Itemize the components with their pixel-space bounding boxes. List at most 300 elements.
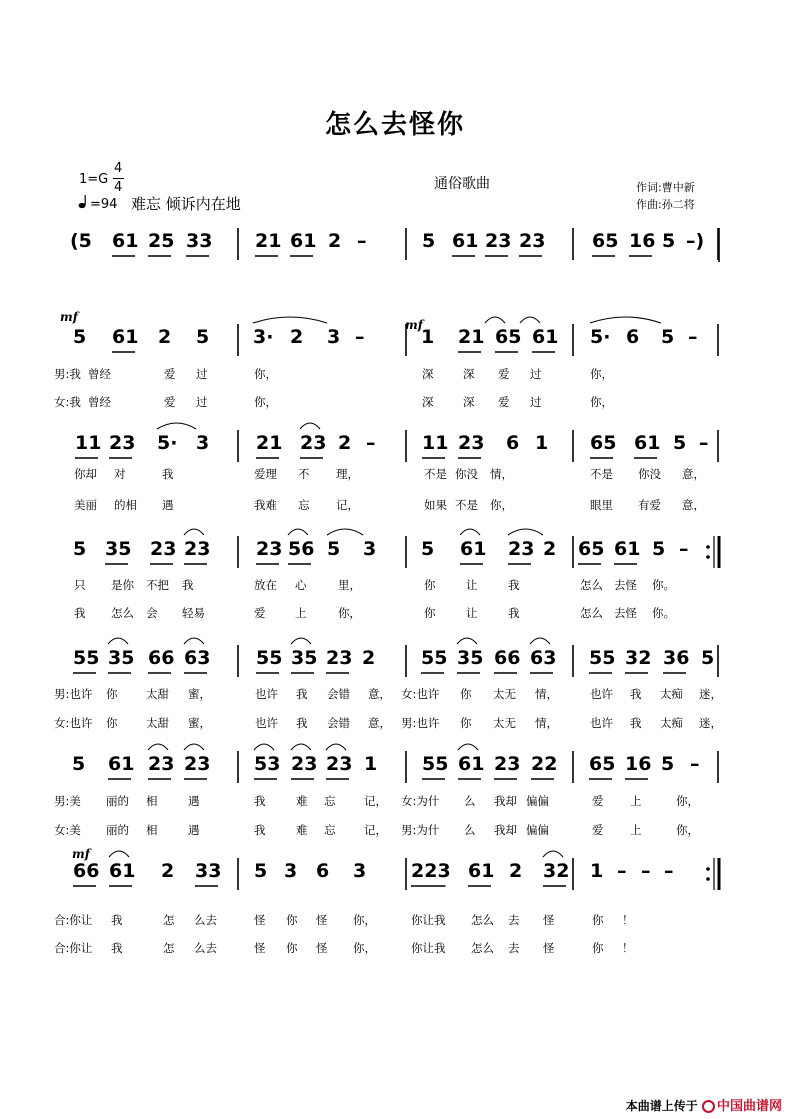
lyric-3-1-10: 不是 <box>590 467 613 481</box>
note-7-11: 2 <box>509 860 523 882</box>
note-7-3: 2 <box>161 860 175 882</box>
lyric-7-1-9: 你让我 <box>411 913 446 927</box>
note-3-1: 11 <box>75 432 102 454</box>
lyric-4-1-8: 你 <box>424 578 436 592</box>
slur-11 <box>508 529 543 535</box>
slur-7 <box>184 529 204 535</box>
dynamic-mf-2: mf <box>405 318 423 332</box>
lyric-3-1-1: 你却 <box>74 467 97 481</box>
note-5-6: 35 <box>291 647 318 669</box>
lyric-4-1-12: 去怪 <box>614 578 637 592</box>
note-4-15: 5 <box>652 538 666 560</box>
lyric-5-2-2: 你 <box>106 716 118 730</box>
lyric-7-1-2: 我 <box>111 913 123 927</box>
note-1-5: 21 <box>255 230 282 252</box>
lyric-2-1-10: 你， <box>590 367 613 381</box>
lyric-7-2-9: 你让我 <box>411 941 446 955</box>
lyric-5-1-5: 也许 <box>255 687 278 701</box>
lyric-5-2-14: 我 <box>630 716 642 730</box>
note-2-16: – <box>688 326 698 348</box>
note-4-16: – <box>679 538 689 560</box>
note-7-5: 5 <box>254 860 268 882</box>
lyric-6-1-3: 相 <box>146 794 158 808</box>
lyric-5-1-13: 也许 <box>590 687 613 701</box>
note-3-16: – <box>699 432 709 454</box>
note-5-13: 55 <box>589 647 616 669</box>
lyric-6-2-7: 忘 <box>324 823 336 837</box>
note-7-6: 3 <box>284 860 298 882</box>
lyric-2-1-6: 深 <box>422 367 434 381</box>
note-2-1: 5 <box>73 326 87 348</box>
note-3-7: 2 <box>338 432 352 454</box>
note-5-1: 55 <box>73 647 100 669</box>
lyric-4-1-4: 我 <box>182 578 194 592</box>
tempo-marking: =94 <box>90 197 118 212</box>
note-6-10: 61 <box>458 753 485 775</box>
lyric-5-2-9: 男:也许 <box>401 716 440 730</box>
note-4-13: 65 <box>578 538 605 560</box>
lyric-2-2-9: 过 <box>530 395 542 409</box>
lyric-6-1-4: 遇 <box>188 794 200 808</box>
lyric-3-1-12: 意， <box>682 467 705 481</box>
note-7-1: 66 <box>73 860 100 882</box>
lyric-3-1-9: 情， <box>490 467 513 481</box>
lyric-5-2-3: 太甜 <box>146 716 169 730</box>
note-5-2: 35 <box>108 647 135 669</box>
note-6-15: 5 <box>661 753 675 775</box>
lyric-7-2-1: 合:你让 <box>54 941 93 955</box>
lyric-4-2-7: 你， <box>338 606 361 620</box>
lyric-4-1-3: 不把 <box>146 578 169 592</box>
note-2-9: 1 <box>421 326 435 348</box>
lyric-7-2-3: 怎 <box>163 941 175 955</box>
lyric-6-2-6: 难 <box>296 823 308 837</box>
lyric-4-1-6: 心 <box>295 578 307 592</box>
genre-label: 通俗歌曲 <box>434 176 490 192</box>
lyric-6-2-3: 相 <box>146 823 158 837</box>
note-2-15: 5 <box>661 326 675 348</box>
lyric-6-1-15: 你， <box>676 794 699 808</box>
lyric-5-1-9: 女:也许 <box>401 687 440 701</box>
lyric-6-2-10: 么 <box>464 823 476 837</box>
note-5-11: 66 <box>494 647 521 669</box>
slur-14 <box>291 638 311 644</box>
lyric-5-1-14: 我 <box>630 687 642 701</box>
note-4-2: 35 <box>105 538 132 560</box>
lyric-7-1-12: 怪 <box>543 913 555 927</box>
lyric-7-1-3: 怎 <box>163 913 175 927</box>
slur-18 <box>184 744 204 750</box>
note-6-8: 1 <box>364 753 378 775</box>
lyric-3-1-2: 对 <box>114 467 126 481</box>
note-5-5: 55 <box>256 647 283 669</box>
slur-24 <box>543 851 563 857</box>
note-4-8: 3 <box>363 538 377 560</box>
lyric-7-2-2: 我 <box>111 941 123 955</box>
lyric-4-1-2: 是你 <box>111 578 134 592</box>
note-7-13: 1 <box>590 860 604 882</box>
lyric-6-2-2: 丽的 <box>106 823 129 837</box>
lyric-4-2-5: 爱 <box>254 606 266 620</box>
lyric-6-1-5: 我 <box>254 794 266 808</box>
note-5-8: 2 <box>362 647 376 669</box>
lyric-3-2-6: 记， <box>336 498 359 512</box>
note-4-1: 5 <box>73 538 87 560</box>
lyric-6-2-4: 遇 <box>188 823 200 837</box>
lyric-7-2-12: 怪 <box>543 941 555 955</box>
time-signature-top: 4 <box>114 161 123 176</box>
lyric-4-2-1: 我 <box>74 606 86 620</box>
lyric-5-2-16: 迷， <box>699 716 722 730</box>
lyric-5-1-10: 你 <box>460 687 472 701</box>
logo-text: 中国曲谱网 <box>716 1099 782 1114</box>
lyric-6-2-11: 我却 <box>494 823 517 837</box>
note-5-12: 63 <box>530 647 557 669</box>
lyric-3-1-7: 不是 <box>424 467 447 481</box>
lyric-4-1-11: 怎么 <box>580 578 603 592</box>
note-7-9: 223 <box>411 860 451 882</box>
note-4-4: 23 <box>184 538 211 560</box>
note-4-10: 61 <box>460 538 487 560</box>
lyric-4-1-9: 让 <box>466 578 478 592</box>
lyric-5-1-2: 你 <box>106 687 118 701</box>
lyric-5-1-11: 太无 <box>493 687 516 701</box>
note-7-12: 32 <box>543 860 570 882</box>
slur-17 <box>148 744 168 750</box>
lyric-2-1-4: 过 <box>196 367 208 381</box>
lyric-6-1-8: 记， <box>364 794 387 808</box>
lyric-3-1-3: 我 <box>162 467 174 481</box>
lyric-3-2-7: 如果 <box>424 498 447 512</box>
note-2-8: – <box>355 326 365 348</box>
note-7-2: 61 <box>109 860 136 882</box>
lyric-7-1-1: 合:你让 <box>54 913 93 927</box>
lyric-5-1-4: 蜜， <box>188 687 211 701</box>
note-1-6: 61 <box>290 230 317 252</box>
lyric-3-1-5: 不 <box>298 467 310 481</box>
note-5-9: 55 <box>421 647 448 669</box>
lyric-5-2-6: 我 <box>296 716 308 730</box>
note-5-15: 36 <box>663 647 690 669</box>
lyric-5-2-11: 太无 <box>493 716 516 730</box>
lyric-3-2-4: 我难 <box>254 498 277 512</box>
note-3-14: 61 <box>634 432 661 454</box>
footer-credit <box>626 1095 782 1114</box>
lyric-6-2-15: 你， <box>676 823 699 837</box>
lyric-2-1-5: 你， <box>254 367 277 381</box>
lyric-7-2-6: 你 <box>286 941 298 955</box>
lyric-4-2-10: 我 <box>508 606 520 620</box>
lyric-3-2-12: 意， <box>682 498 705 512</box>
repeat-dot-bottom-7 <box>706 877 710 881</box>
slur-9 <box>327 529 363 535</box>
lyric-2-1-2: 曾经 <box>88 367 111 381</box>
note-4-7: 5 <box>327 538 341 560</box>
note-7-10: 61 <box>468 860 495 882</box>
slur-1 <box>253 317 327 323</box>
slur-12 <box>108 638 128 644</box>
note-4-5: 23 <box>256 538 283 560</box>
lyric-7-2-11: 去 <box>508 941 520 955</box>
slur-8 <box>288 529 308 535</box>
note-2-4: 5 <box>196 326 210 348</box>
lyric-5-1-16: 迷， <box>699 687 722 701</box>
song-title: 怎么去怪你 <box>324 110 465 140</box>
lyric-5-1-6: 我 <box>296 687 308 701</box>
lyric-3-1-11: 你没 <box>638 467 661 481</box>
note-4-9: 5 <box>421 538 435 560</box>
logo-icon <box>702 1100 715 1113</box>
note-6-13: 65 <box>589 753 616 775</box>
lyric-6-2-1: 女:美 <box>54 823 81 837</box>
slur-10 <box>460 529 480 535</box>
lyric-6-1-13: 爱 <box>592 794 604 808</box>
lyric-3-2-2: 的相 <box>114 498 137 512</box>
slur-15 <box>457 638 477 644</box>
lyric-4-2-6: 上 <box>295 606 307 620</box>
note-1-9: 5 <box>422 230 436 252</box>
lyric-6-2-13: 爱 <box>592 823 604 837</box>
lyric-2-2-5: 你， <box>254 395 277 409</box>
slur-4 <box>520 317 540 323</box>
lyric-5-1-3: 太甜 <box>146 687 169 701</box>
repeat-dot-bottom-4 <box>706 555 710 559</box>
dynamic-mf-3: mf <box>72 847 90 861</box>
lyric-3-2-9: 你， <box>490 498 513 512</box>
note-1-3: 25 <box>148 230 175 252</box>
slur-23 <box>109 851 129 857</box>
note-6-3: 23 <box>148 753 175 775</box>
lyric-4-1-5: 放在 <box>254 578 277 592</box>
note-6-6: 23 <box>291 753 318 775</box>
note-3-10: 23 <box>458 432 485 454</box>
note-6-11: 23 <box>494 753 521 775</box>
lyric-6-1-11: 我却 <box>494 794 517 808</box>
note-3-9: 11 <box>422 432 449 454</box>
lyric-2-2-4: 过 <box>196 395 208 409</box>
lyric-2-1-7: 深 <box>463 367 475 381</box>
lyric-4-2-12: 去怪 <box>614 606 637 620</box>
lyric-6-1-7: 忘 <box>324 794 336 808</box>
note-4-6: 56 <box>288 538 315 560</box>
key-signature: 1=G <box>79 172 109 187</box>
note-1-8: – <box>357 230 367 252</box>
note-2-5: 3· <box>253 326 274 348</box>
note-1-11: 23 <box>485 230 512 252</box>
lyric-3-2-5: 忘 <box>298 498 310 512</box>
lyric-5-2-1: 女:也许 <box>54 716 93 730</box>
lyric-4-2-8: 你 <box>424 606 436 620</box>
note-6-9: 55 <box>422 753 449 775</box>
note-1-15: 5 <box>662 230 676 252</box>
note-5-3: 66 <box>148 647 175 669</box>
time-signature-bottom: 4 <box>114 180 123 195</box>
note-7-15: – <box>641 860 651 882</box>
note-4-14: 61 <box>614 538 641 560</box>
lyric-5-2-12: 情， <box>535 716 558 730</box>
expression-marking: 难忘 倾诉内在地 <box>131 195 241 213</box>
lyric-7-2-4: 么去 <box>194 941 217 955</box>
lyric-5-1-15: 太痴 <box>660 687 683 701</box>
lyric-5-2-10: 你 <box>460 716 472 730</box>
lyric-3-1-4: 爱理 <box>254 467 277 481</box>
note-6-14: 16 <box>625 753 652 775</box>
lyric-7-1-7: 怪 <box>316 913 328 927</box>
lyric-6-1-12: 偏偏 <box>526 794 549 808</box>
slur-6 <box>300 423 320 429</box>
note-1-10: 61 <box>452 230 479 252</box>
lyric-3-2-3: 遇 <box>162 498 174 512</box>
note-2-12: 61 <box>532 326 559 348</box>
note-1-4: 33 <box>186 230 213 252</box>
note-5-10: 35 <box>457 647 484 669</box>
slur-3 <box>485 317 505 323</box>
note-6-12: 22 <box>531 753 558 775</box>
lyric-5-2-15: 太痴 <box>660 716 683 730</box>
lyric-6-2-8: 记， <box>364 823 387 837</box>
slur-16 <box>530 638 550 644</box>
lyric-6-1-14: 上 <box>630 794 642 808</box>
note-3-5: 21 <box>256 432 283 454</box>
lyric-2-2-1: 女:我 <box>54 395 81 409</box>
lyric-2-1-8: 爱 <box>498 367 510 381</box>
note-6-5: 53 <box>254 753 281 775</box>
lyric-6-1-6: 难 <box>296 794 308 808</box>
note-2-7: 3 <box>327 326 341 348</box>
repeat-dot-top-4 <box>706 545 710 549</box>
lyric-5-2-8: 意， <box>368 716 391 730</box>
lyric-7-1-8: 你， <box>353 913 376 927</box>
footer-text: 本曲谱上传于 <box>625 1099 698 1113</box>
lyric-7-1-10: 怎么 <box>471 913 494 927</box>
note-7-4: 33 <box>195 860 222 882</box>
note-3-8: – <box>366 432 376 454</box>
lyric-2-2-2: 曾经 <box>88 395 111 409</box>
lyric-7-1-6: 你 <box>286 913 298 927</box>
lyric-2-1-9: 过 <box>530 367 542 381</box>
lyric-2-2-6: 深 <box>422 395 434 409</box>
note-2-3: 2 <box>158 326 172 348</box>
lyric-5-2-4: 蜜， <box>188 716 211 730</box>
note-3-12: 1 <box>535 432 549 454</box>
lyric-7-2-13: 你 <box>592 941 604 955</box>
note-2-2: 61 <box>112 326 139 348</box>
note-3-15: 5 <box>673 432 687 454</box>
note-6-2: 61 <box>108 753 135 775</box>
lyric-5-1-7: 会错 <box>327 687 350 701</box>
lyric-5-2-5: 也许 <box>255 716 278 730</box>
lyric-3-2-10: 眼里 <box>590 498 613 512</box>
lyric-3-2-1: 美丽 <box>74 498 97 512</box>
note-2-11: 65 <box>495 326 522 348</box>
lyric-7-2-10: 怎么 <box>471 941 494 955</box>
note-1-13: 65 <box>592 230 619 252</box>
note-6-7: 23 <box>326 753 353 775</box>
lyric-4-1-1: 只 <box>74 578 86 592</box>
note-7-7: 6 <box>316 860 330 882</box>
lyric-4-1-7: 里， <box>338 578 361 592</box>
lyric-5-1-8: 意， <box>368 687 391 701</box>
note-6-4: 23 <box>184 753 211 775</box>
lyric-2-1-3: 爱 <box>164 367 176 381</box>
note-1-12: 23 <box>519 230 546 252</box>
lyric-6-2-12: 偏偏 <box>526 823 549 837</box>
lyric-2-2-10: 你， <box>590 395 613 409</box>
lyric-4-2-9: 让 <box>466 606 478 620</box>
lyric-5-2-7: 会错 <box>327 716 350 730</box>
lyric-6-1-10: 么 <box>464 794 476 808</box>
lyric-6-1-1: 男:美 <box>54 794 81 808</box>
note-7-8: 3 <box>353 860 367 882</box>
lyric-7-2-14: ！ <box>622 941 634 955</box>
note-5-4: 63 <box>184 647 211 669</box>
lyric-7-1-14: ！ <box>622 913 634 927</box>
lyric-4-2-2: 怎么 <box>111 606 134 620</box>
slur-21 <box>326 744 346 750</box>
note-7-16: – <box>664 860 674 882</box>
note-2-13: 5· <box>590 326 611 348</box>
slur-5 <box>157 423 196 429</box>
note-2-14: 6 <box>626 326 640 348</box>
site-logo[interactable] <box>702 1095 782 1114</box>
lyricist-credit: 作词:曹中新 <box>636 181 695 194</box>
slur-19 <box>254 744 274 750</box>
lyric-2-2-8: 爱 <box>498 395 510 409</box>
note-7-14: – <box>617 860 627 882</box>
note-4-3: 23 <box>150 538 177 560</box>
lyric-6-2-9: 男:为什 <box>401 823 440 837</box>
lyric-4-2-13: 你。 <box>652 606 675 620</box>
lyric-2-2-7: 深 <box>463 395 475 409</box>
note-1-2: 61 <box>112 230 139 252</box>
note-3-4: 3 <box>196 432 210 454</box>
composer-credit: 作曲:孙二将 <box>636 198 695 211</box>
slur-13 <box>184 638 204 644</box>
lyric-7-2-8: 你， <box>353 941 376 955</box>
lyric-2-2-3: 爱 <box>164 395 176 409</box>
lyric-6-1-9: 女:为什 <box>401 794 440 808</box>
lyric-7-1-11: 去 <box>508 913 520 927</box>
lyric-3-2-11: 有爱 <box>638 498 661 512</box>
lyric-4-2-11: 怎么 <box>580 606 603 620</box>
note-6-16: – <box>690 753 700 775</box>
lyric-4-2-4: 轻易 <box>182 606 205 620</box>
note-1-7: 2 <box>328 230 342 252</box>
lyric-7-2-7: 怪 <box>316 941 328 955</box>
repeat-dot-top-7 <box>706 867 710 871</box>
note-5-7: 23 <box>326 647 353 669</box>
lyric-3-2-8: 不是 <box>455 498 478 512</box>
slur-22 <box>458 744 478 750</box>
note-1-1: (5 <box>70 230 92 252</box>
lyric-5-2-13: 也许 <box>590 716 613 730</box>
note-2-10: 21 <box>458 326 485 348</box>
note-5-16: 5 <box>701 647 715 669</box>
note-5-14: 32 <box>625 647 652 669</box>
lyric-5-1-12: 情， <box>535 687 558 701</box>
lyric-3-1-6: 理， <box>336 467 359 481</box>
lyric-7-2-5: 怪 <box>254 941 266 955</box>
note-3-6: 23 <box>300 432 327 454</box>
note-1-16: –) <box>686 230 705 252</box>
slur-20 <box>291 744 311 750</box>
note-3-13: 65 <box>590 432 617 454</box>
lyric-5-1-1: 男:也许 <box>54 687 93 701</box>
note-3-11: 6 <box>506 432 520 454</box>
note-3-3: 5· <box>157 432 178 454</box>
lyric-6-2-14: 上 <box>630 823 642 837</box>
lyric-7-1-13: 你 <box>592 913 604 927</box>
